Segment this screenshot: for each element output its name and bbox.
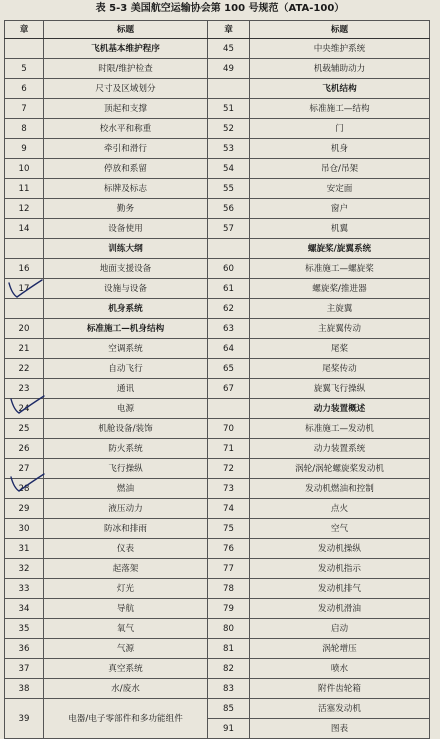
right-title-cell: 螺旋桨/推进器 <box>250 279 430 299</box>
table-row <box>5 619 430 639</box>
left-chapter-cell: 23 <box>5 379 44 399</box>
left-chapter-cell: 28 <box>5 479 44 499</box>
left-chapter-cell: 8 <box>5 119 44 139</box>
table-row <box>5 39 430 59</box>
header-title-left: 标题 <box>44 21 208 39</box>
right-chapter-cell <box>208 79 250 99</box>
left-title-cell: 防冰和排雨 <box>44 519 208 539</box>
right-title-cell: 喷水 <box>250 659 430 679</box>
right-chapter-cell: 83 <box>208 679 250 699</box>
left-title-cell: 设备使用 <box>44 219 208 239</box>
right-chapter-cell: 73 <box>208 479 250 499</box>
right-title-cell: 安定面 <box>250 179 430 199</box>
table-row <box>5 339 430 359</box>
left-title-cell: 机舱设备/装饰 <box>44 419 208 439</box>
table-row <box>5 239 430 259</box>
table-body <box>5 21 430 739</box>
left-title-cell: 飞机基本维护程序 <box>44 39 208 59</box>
right-title-cell: 主旋翼传动 <box>250 319 430 339</box>
right-chapter-cell: 71 <box>208 439 250 459</box>
table-row <box>5 559 430 579</box>
right-chapter-cell: 63 <box>208 319 250 339</box>
right-title-cell: 旋翼飞行操纵 <box>250 379 430 399</box>
right-title-cell: 发动机燃油和控制 <box>250 479 430 499</box>
header-chapter-left: 章 <box>5 21 44 39</box>
left-title-cell: 导航 <box>44 599 208 619</box>
left-chapter-cell: 6 <box>5 79 44 99</box>
right-chapter-cell: 45 <box>208 39 250 59</box>
left-title-cell: 防火系统 <box>44 439 208 459</box>
right-chapter-cell: 70 <box>208 419 250 439</box>
left-chapter-cell: 30 <box>5 519 44 539</box>
table-row <box>5 459 430 479</box>
left-title-cell: 训练大纲 <box>44 239 208 259</box>
left-chapter-cell: 25 <box>5 419 44 439</box>
right-title-cell: 机载辅助动力 <box>250 59 430 79</box>
table-row <box>5 679 430 699</box>
right-chapter-cell: 49 <box>208 59 250 79</box>
left-chapter-cell: 9 <box>5 139 44 159</box>
right-title-cell: 附件齿轮箱 <box>250 679 430 699</box>
right-title-cell: 标准施工—螺旋桨 <box>250 259 430 279</box>
right-title-cell: 尾桨 <box>250 339 430 359</box>
left-chapter-cell: 20 <box>5 319 44 339</box>
right-chapter-cell: 57 <box>208 219 250 239</box>
left-chapter-cell: 39 <box>5 699 44 739</box>
left-title-cell: 牵引和滑行 <box>44 139 208 159</box>
left-title-cell: 机身系统 <box>44 299 208 319</box>
table-row <box>5 219 430 239</box>
left-chapter-cell: 33 <box>5 579 44 599</box>
right-chapter-cell: 91 <box>208 719 250 739</box>
table-row <box>5 139 430 159</box>
left-title-cell: 真空系统 <box>44 659 208 679</box>
table-row <box>5 479 430 499</box>
left-title-cell: 空调系统 <box>44 339 208 359</box>
table-row <box>5 159 430 179</box>
table-row <box>5 379 430 399</box>
right-title-cell: 中央维护系统 <box>250 39 430 59</box>
right-chapter-cell: 74 <box>208 499 250 519</box>
right-chapter-cell: 67 <box>208 379 250 399</box>
left-title-cell: 飞行操纵 <box>44 459 208 479</box>
right-chapter-cell: 64 <box>208 339 250 359</box>
table-row <box>5 419 430 439</box>
right-title-cell: 动力装置系统 <box>250 439 430 459</box>
right-chapter-cell: 65 <box>208 359 250 379</box>
right-title-cell: 尾桨传动 <box>250 359 430 379</box>
right-chapter-cell: 61 <box>208 279 250 299</box>
left-title-cell: 校水平和称重 <box>44 119 208 139</box>
right-chapter-cell: 56 <box>208 199 250 219</box>
table-row <box>5 359 430 379</box>
left-title-cell: 顶起和支撑 <box>44 99 208 119</box>
left-title-cell: 时限/维护检查 <box>44 59 208 79</box>
left-title-cell: 地面支援设备 <box>44 259 208 279</box>
right-title-cell: 吊仓/吊架 <box>250 159 430 179</box>
right-chapter-cell: 54 <box>208 159 250 179</box>
left-title-cell: 停放和系留 <box>44 159 208 179</box>
table-row <box>5 539 430 559</box>
right-chapter-cell: 62 <box>208 299 250 319</box>
left-chapter-cell <box>5 299 44 319</box>
left-chapter-cell: 29 <box>5 499 44 519</box>
right-chapter-cell: 81 <box>208 639 250 659</box>
right-chapter-cell: 77 <box>208 559 250 579</box>
table-row <box>5 79 430 99</box>
left-chapter-cell: 31 <box>5 539 44 559</box>
right-chapter-cell: 75 <box>208 519 250 539</box>
left-title-cell: 液压动力 <box>44 499 208 519</box>
ata100-table <box>4 20 430 739</box>
right-chapter-cell: 60 <box>208 259 250 279</box>
left-chapter-cell: 37 <box>5 659 44 679</box>
right-title-cell: 发动机操纵 <box>250 539 430 559</box>
table-row <box>5 319 430 339</box>
left-chapter-cell: 14 <box>5 219 44 239</box>
right-chapter-cell: 51 <box>208 99 250 119</box>
left-chapter-cell: 10 <box>5 159 44 179</box>
left-chapter-cell: 7 <box>5 99 44 119</box>
table-row <box>5 659 430 679</box>
left-title-cell: 水/废水 <box>44 679 208 699</box>
left-chapter-cell <box>5 39 44 59</box>
left-title-cell: 起落架 <box>44 559 208 579</box>
right-title-cell: 动力装置概述 <box>250 399 430 419</box>
table-row <box>5 639 430 659</box>
table-row <box>5 279 430 299</box>
right-title-cell: 发动机滑油 <box>250 599 430 619</box>
table-row <box>5 439 430 459</box>
left-chapter-cell: 26 <box>5 439 44 459</box>
left-chapter-cell: 11 <box>5 179 44 199</box>
left-chapter-cell: 12 <box>5 199 44 219</box>
header-chapter-right: 章 <box>208 21 250 39</box>
header-title-right: 标题 <box>250 21 430 39</box>
table-row <box>5 699 430 719</box>
table-row <box>5 519 430 539</box>
left-title-cell: 标准施工—机身结构 <box>44 319 208 339</box>
left-title-cell: 标牌及标志 <box>44 179 208 199</box>
right-chapter-cell: 82 <box>208 659 250 679</box>
right-chapter-cell: 76 <box>208 539 250 559</box>
left-title-cell: 勤务 <box>44 199 208 219</box>
right-title-cell: 飞机结构 <box>250 79 430 99</box>
left-chapter-cell: 22 <box>5 359 44 379</box>
right-title-cell: 螺旋桨/旋翼系统 <box>250 239 430 259</box>
right-chapter-cell: 52 <box>208 119 250 139</box>
table-row <box>5 99 430 119</box>
right-title-cell: 空气 <box>250 519 430 539</box>
table-row <box>5 579 430 599</box>
left-title-cell: 燃油 <box>44 479 208 499</box>
right-title-cell: 标准施工—发动机 <box>250 419 430 439</box>
right-title-cell: 机身 <box>250 139 430 159</box>
right-title-cell: 门 <box>250 119 430 139</box>
left-chapter-cell: 32 <box>5 559 44 579</box>
left-title-cell: 设施与设备 <box>44 279 208 299</box>
left-chapter-cell: 34 <box>5 599 44 619</box>
table-row <box>5 119 430 139</box>
table-row <box>5 59 430 79</box>
right-title-cell: 启动 <box>250 619 430 639</box>
right-title-cell: 图表 <box>250 719 430 739</box>
right-title-cell: 发动机指示 <box>250 559 430 579</box>
table-row <box>5 399 430 419</box>
left-chapter-cell: 27 <box>5 459 44 479</box>
left-title-cell: 氧气 <box>44 619 208 639</box>
right-title-cell: 活塞发动机 <box>250 699 430 719</box>
table-row <box>5 179 430 199</box>
left-title-cell: 灯光 <box>44 579 208 599</box>
table-row <box>5 499 430 519</box>
left-title-cell: 电器/电子零部件和多功能组件 <box>44 699 208 739</box>
left-chapter-cell: 21 <box>5 339 44 359</box>
right-title-cell: 机翼 <box>250 219 430 239</box>
right-chapter-cell: 80 <box>208 619 250 639</box>
table-row <box>5 259 430 279</box>
left-title-cell: 仪表 <box>44 539 208 559</box>
left-chapter-cell: 16 <box>5 259 44 279</box>
left-chapter-cell: 24 <box>5 399 44 419</box>
right-chapter-cell: 79 <box>208 599 250 619</box>
left-chapter-cell <box>5 239 44 259</box>
right-chapter-cell <box>208 239 250 259</box>
left-title-cell: 自动飞行 <box>44 359 208 379</box>
right-title-cell: 窗户 <box>250 199 430 219</box>
right-chapter-cell: 85 <box>208 699 250 719</box>
right-chapter-cell: 78 <box>208 579 250 599</box>
right-chapter-cell: 55 <box>208 179 250 199</box>
right-chapter-cell: 72 <box>208 459 250 479</box>
table-row <box>5 299 430 319</box>
left-chapter-cell: 5 <box>5 59 44 79</box>
right-title-cell: 标准施工—结构 <box>250 99 430 119</box>
right-title-cell: 主旋翼 <box>250 299 430 319</box>
left-chapter-cell: 35 <box>5 619 44 639</box>
left-title-cell: 电源 <box>44 399 208 419</box>
left-chapter-cell: 36 <box>5 639 44 659</box>
right-title-cell: 涡轮/涡轮螺旋桨发动机 <box>250 459 430 479</box>
left-title-cell: 通讯 <box>44 379 208 399</box>
right-chapter-cell <box>208 399 250 419</box>
left-title-cell: 气源 <box>44 639 208 659</box>
left-chapter-cell: 17 <box>5 279 44 299</box>
right-title-cell: 点火 <box>250 499 430 519</box>
header-row <box>5 21 430 39</box>
left-title-cell: 尺寸及区域划分 <box>44 79 208 99</box>
right-chapter-cell: 53 <box>208 139 250 159</box>
right-title-cell: 发动机排气 <box>250 579 430 599</box>
right-title-cell: 涡轮增压 <box>250 639 430 659</box>
table-row <box>5 199 430 219</box>
table-caption: 表 5-3 美国航空运输协会第 100 号规范（ATA-100） <box>95 3 345 14</box>
left-chapter-cell: 38 <box>5 679 44 699</box>
